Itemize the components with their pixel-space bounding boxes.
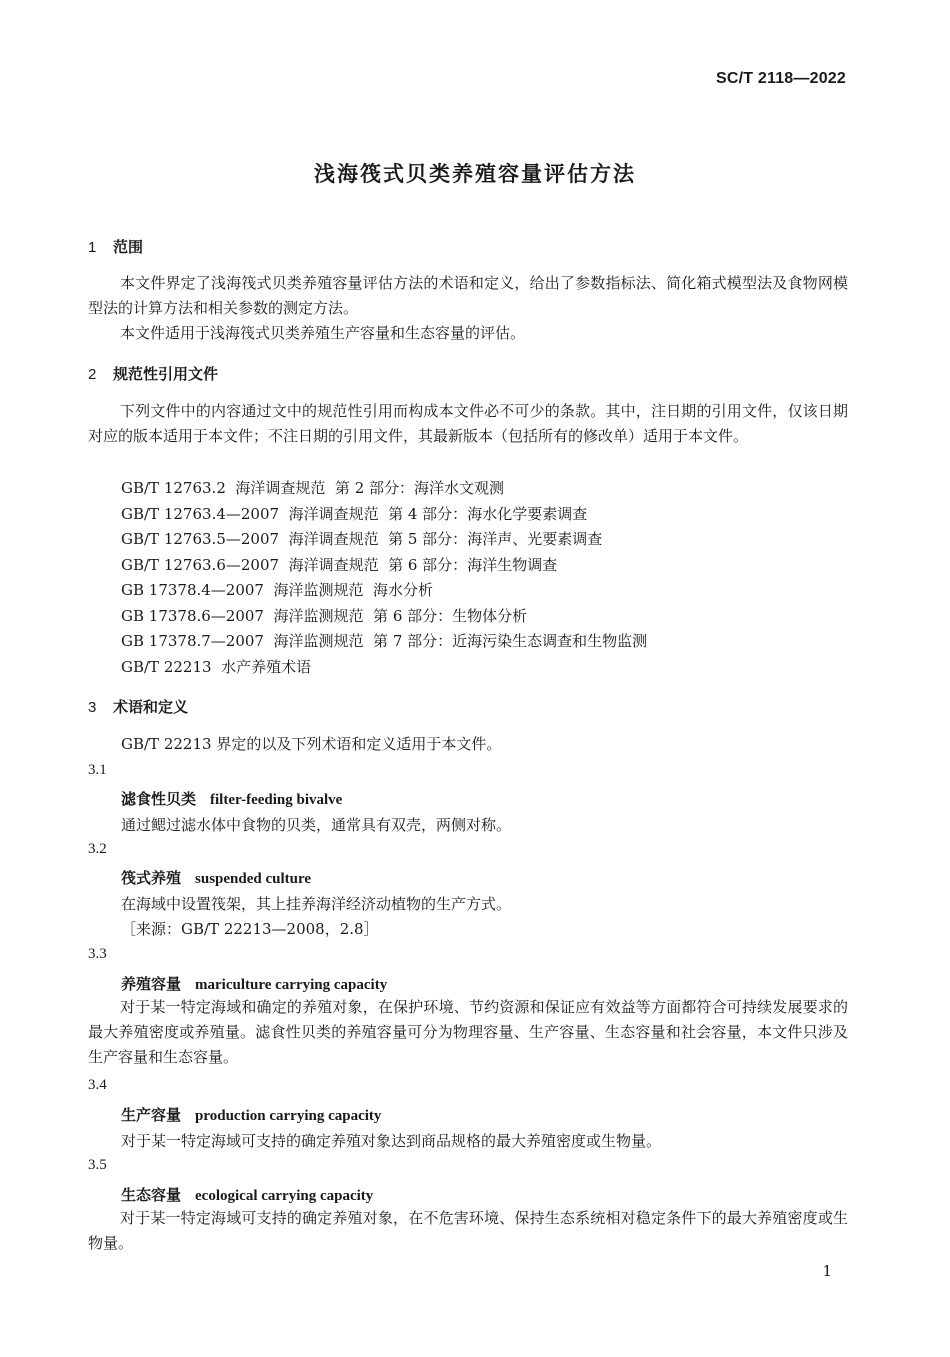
reference-item: GB 17378.6—2007 海洋监测规范 第 6 部分：生物体分析	[121, 607, 528, 625]
term-entry	[121, 867, 311, 888]
term-definition: 通过鳃过滤水体中食物的贝类，通常具有双壳，两侧对称。	[121, 816, 512, 834]
reference-item: GB 17378.7—2007 海洋监测规范 第 7 部分：近海污染生态调查和生物监测	[121, 632, 648, 650]
term-definition: 在海域中设置筏架，其上挂养海洋经济动植物的生产方式。	[121, 895, 512, 913]
standard-code: SC/T 2118—2022	[716, 70, 846, 87]
section-number: 3	[88, 699, 97, 716]
reference-item: GB/T 22213 水产养殖术语	[121, 658, 312, 676]
section-3-heading	[88, 696, 848, 717]
clause-number: 3.3	[88, 946, 107, 962]
term-source: ［来源：GB/T 22213—2008，2.8］	[121, 920, 379, 938]
reference-item: GB/T 12763.5—2007 海洋调查规范 第 5 部分：海洋声、光要素调查	[121, 530, 603, 548]
term-entry	[121, 788, 342, 809]
term-entry	[121, 1104, 381, 1125]
term-zh: 生态容量	[121, 1186, 182, 1204]
clause-number: 3.1	[88, 762, 107, 778]
paragraph: 本文件界定了浅海筏式贝类养殖容量评估方法的术语和定义，给出了参数指标法、简化箱式模型法及食物网模型法的计算方法和相关参数的测定方法。	[88, 274, 848, 317]
document-title: 浅海筏式贝类养殖容量评估方法	[314, 162, 636, 186]
section-2-heading	[88, 363, 848, 384]
reference-item: GB/T 12763.4—2007 海洋调查规范 第 4 部分：海水化学要素调查	[121, 505, 588, 523]
section-title: 规范性引用文件	[113, 365, 219, 383]
term-zh: 养殖容量	[121, 975, 182, 993]
section-1-body	[88, 271, 848, 346]
reference-item: GB 17378.4—2007 海洋监测规范 海水分析	[121, 581, 434, 599]
section-number: 2	[88, 366, 97, 383]
term-definition-block	[88, 1206, 848, 1256]
term-definition: 对于某一特定海域可支持的确定养殖对象达到商品规格的最大养殖密度或生物量。	[121, 1132, 662, 1150]
term-definition: 对于某一特定海域可支持的确定养殖对象，在不危害环境、保持生态系统相对稳定条件下的最大养殖密度或生物量。	[88, 1209, 848, 1252]
term-en: filter-feeding bivalve	[210, 792, 343, 808]
section-2-body	[88, 399, 848, 449]
term-en: mariculture carrying capacity	[195, 977, 388, 993]
term-entry	[121, 1184, 373, 1205]
section-number: 1	[88, 239, 97, 256]
term-en: production carrying capacity	[195, 1108, 382, 1124]
term-en: suspended culture	[195, 871, 312, 887]
section-title: 术语和定义	[113, 698, 189, 716]
term-definition-block	[88, 995, 848, 1070]
page-number: 1	[822, 1262, 832, 1280]
term-en: ecological carrying capacity	[195, 1188, 374, 1204]
clause-number: 3.4	[88, 1077, 107, 1093]
term-zh: 滤食性贝类	[121, 790, 197, 808]
section-title: 范围	[113, 238, 144, 256]
term-definition: 对于某一特定海域和确定的养殖对象，在保护环境、节约资源和保证应有效益等方面都符合可持续发展要求的最大养殖密度或养殖量。滤食性贝类的养殖容量可分为物理容量、生产容量、生态容量和社会容量，本文件只涉及生产容量和生态容量。	[88, 998, 848, 1066]
term-zh: 生产容量	[121, 1106, 182, 1124]
clause-number: 3.5	[88, 1157, 107, 1173]
reference-item: GB/T 12763.6—2007 海洋调查规范 第 6 部分：海洋生物调查	[121, 556, 558, 574]
section-1-heading	[88, 236, 848, 257]
term-zh: 筏式养殖	[121, 869, 182, 887]
paragraph: 本文件适用于浅海筏式贝类养殖生产容量和生态容量的评估。	[120, 324, 526, 342]
paragraph: 下列文件中的内容通过文中的规范性引用而构成本文件必不可少的条款。其中，注日期的引用文件，仅该日期对应的版本适用于本文件；不注日期的引用文件，其最新版本（包括所有的修改单）适用于本文件。	[88, 402, 848, 445]
reference-item: GB/T 12763.2 海洋调查规范 第 2 部分：海洋水文观测	[121, 479, 505, 497]
clause-number: 3.2	[88, 841, 107, 857]
section-3-intro: GB/T 22213 界定的以及下列术语和定义适用于本文件。	[121, 735, 502, 753]
term-entry	[121, 973, 387, 994]
